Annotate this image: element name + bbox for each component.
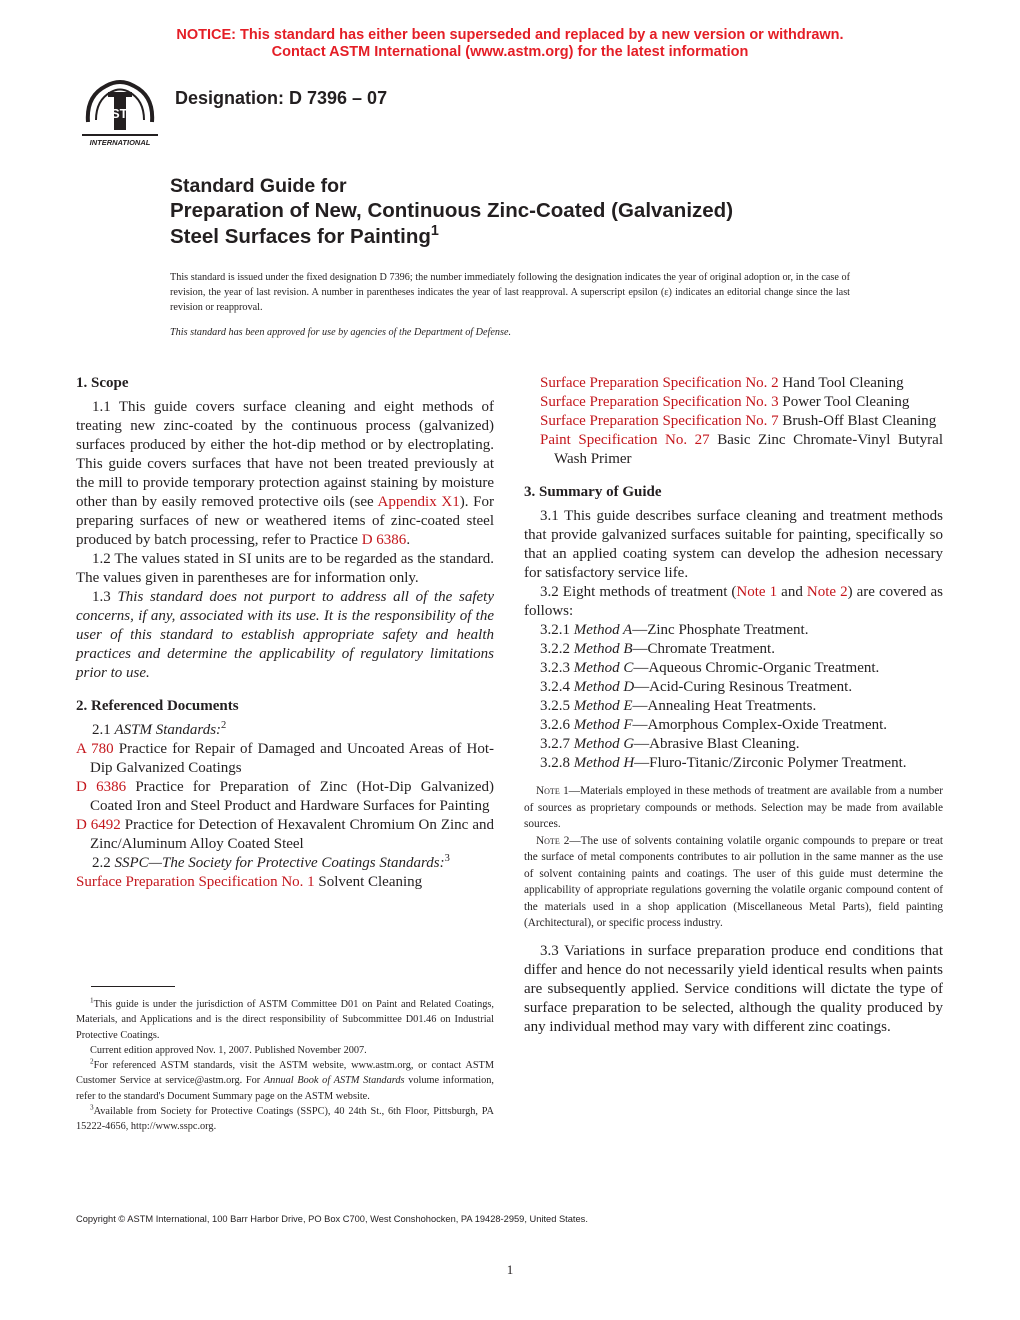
note-2: Note 2—The use of solvents containing volatile organic compounds to prepare or treat the surface of metal components contributes to air pollution in the same manner as the use of solvent containing paints and coatings. The user of this guide must determine the applicability of appropriate regulations governing the volatile organic compound content of the materials used in a shop application (Miscellaneous Metal Parts), field painting (Architectural), or specific process industry. <box>524 834 943 929</box>
method-e: 3.2.5 Method E—Annealing Heat Treatments. <box>540 698 817 714</box>
ref-d6386-link[interactable]: D 6386 <box>76 779 127 795</box>
sspc-sp1: Surface Preparation Specification No. 1 Solvent Cleaning <box>76 874 423 890</box>
para-1-1: 1.1 This guide covers surface cleaning and eight methods of treating new zinc-coated by the continuous process (galvanized) surfaces produced by either the hot-dip method or by electroplating. This guide covers surfaces that have not been treated previously at the mill to provide temporary protection against staining by moisture other than by easily removed protective oils (see Appendix X1). For preparing surfaces of new or weathered items of zinc-coated steel produced by batch processing, refer to Practice D 6386. <box>76 399 494 548</box>
method-d: 3.2.4 Method D—Acid-Curing Resinous Treatment. <box>540 679 853 695</box>
sspc-paint-27-link[interactable]: Paint Specification No. 27 <box>540 432 710 448</box>
method-a: 3.2.1 Method A—Zinc Phosphate Treatment. <box>540 622 809 638</box>
dod-statement: This standard has been approved for use by agencies of the Department of Defense. <box>170 327 512 338</box>
para-3-3: 3.3 Variations in surface preparation produce end conditions that differ and hence do not necessarily yield identical results when paints are subsequently applied. Service conditions will dictate the type of surface preparation to be selected, although the quality produced by any individual method may vary with different zinc coatings. <box>524 942 943 1035</box>
notice-banner <box>0 27 1020 61</box>
note-2-link[interactable]: Note 2 <box>806 584 848 600</box>
method-f: 3.2.6 Method F—Amorphous Complex-Oxide Treatment. <box>540 717 888 733</box>
para-2-2: 2.2 SSPC—The Society for Protective Coatings Standards:$^3$ <box>92 853 450 871</box>
appendix-x1-link[interactable]: Appendix X1 <box>377 494 460 510</box>
designation: Designation: D 7396 – 07 <box>175 88 388 108</box>
footnote-divider <box>91 986 175 987</box>
sspc-paint-27: Paint Specification No. 27 Basic Zinc Chromate-Vinyl Butyral Wash Primer <box>540 432 943 467</box>
para-1-3: 1.3 This standard does not purport to address all of the safety concerns, if any, associated with its use. It is the responsibility of the user of this standard to establish appropriate safety and health practices and determine the applicability of regulatory limitations prior to use. <box>76 589 495 681</box>
method-b: 3.2.2 Method B—Chromate Treatment. <box>540 641 775 657</box>
title-line-1: Standard Guide for <box>170 175 347 197</box>
footnote-2: $^2$For referenced ASTM standards, visit the ASTM website, www.astm.org, or contact ASTM Customer Service at service@astm.org. For Annual Book of ASTM Standards volume information, refer to the standard's Document Summary page on the ASTM website. <box>76 1057 494 1102</box>
astm-logo <box>78 74 162 150</box>
ref-a780: A 780 Practice for Repair of Damaged and Uncoated Areas of Hot-Dip Galvanized Coatings <box>76 741 494 776</box>
referenced-docs-heading: 2. Referenced Documents <box>76 698 239 714</box>
ref-d6492: D 6492 Practice for Detection of Hexavalent Chromium On Zinc and Zinc/Aluminum Alloy Coated Steel <box>76 817 494 852</box>
para-3-2: 3.2 Eight methods of treatment (Note 1 and Note 2) are covered as follows: <box>524 584 943 619</box>
method-g: 3.2.7 Method G—Abrasive Blast Cleaning. <box>540 736 800 752</box>
left-column <box>76 374 494 892</box>
note-1-link[interactable]: Note 1 <box>736 584 778 600</box>
footnote-3: $^3$Available from Society for Protective Coatings (SSPC), 40 24th St., 6th Floor, Pittsburgh, PA 15222-4656, http://www.sspc.org. <box>76 1103 494 1133</box>
method-c: 3.2.3 Method C—Aqueous Chromic-Organic Treatment. <box>540 660 880 676</box>
logo-text: ASTM <box>101 106 139 121</box>
logo-subtext: INTERNATIONAL <box>89 138 151 147</box>
para-3-1: 3.1 This guide describes surface cleaning and treatment methods that provide galvanized surfaces suitable for painting, specifically so that an applied coating system can develop the adhesion necessary for satisfactory service life. <box>524 508 943 581</box>
method-h: 3.2.8 Method H—Fluro-Titanic/Zirconic Polymer Treatment. <box>540 755 907 771</box>
notice-line-2: Contact ASTM International (www.astm.org) for the latest information <box>271 44 749 60</box>
sspc-sp7-link[interactable]: Surface Preparation Specification No. 7 <box>540 413 779 429</box>
title-line-2: Preparation of New, Continuous Zinc-Coated (Galvanized) <box>170 199 734 222</box>
right-column <box>524 374 943 1037</box>
scope-heading: 1. Scope <box>76 375 129 391</box>
copyright-line: Copyright © ASTM International, 100 Barr Harbor Drive, PO Box C700, West Conshohocken, PA 19428-2959, United States. <box>76 1214 588 1224</box>
para-1-2: 1.2 The values stated in SI units are to be regarded as the standard. The values given in parentheses are for information only. <box>76 551 494 586</box>
footnotes <box>76 997 494 1135</box>
page-number: 1 <box>506 1262 514 1277</box>
sspc-sp3: Surface Preparation Specification No. 3 Power Tool Cleaning <box>540 394 910 410</box>
issue-statement: This standard is issued under the fixed designation D 7396; the number immediately following the designation indicates the year of original adoption or, in the case of revision, the year of last revision. A number in parentheses indicates the year of last reapproval. A superscript epsilon (ε) indicates an editorial change since the last revision or reapproval. <box>170 272 850 313</box>
sspc-sp2-link[interactable]: Surface Preparation Specification No. 2 <box>540 375 779 391</box>
note-1: Note 1—Materials employed in these methods of treatment are available from a number of sources as proprietary compounds or methods. Selection may be made from available sources. <box>524 785 943 830</box>
sspc-sp7: Surface Preparation Specification No. 7 Brush-Off Blast Cleaning <box>540 413 937 429</box>
d6386-link[interactable]: D 6386 <box>361 532 407 548</box>
notice-line-1: NOTICE: This standard has either been superseded and replaced by a new version or withdrawn. <box>176 27 844 43</box>
sspc-sp3-link[interactable]: Surface Preparation Specification No. 3 <box>540 394 779 410</box>
ref-d6386: D 6386 Practice for Preparation of Zinc (Hot-Dip Galvanized) Coated Iron and Steel Product and Hardware Surfaces for Painting <box>76 779 494 814</box>
title-footnote-mark: 1 <box>430 223 439 240</box>
footnote-1: $^1$This guide is under the jurisdiction of ASTM Committee D01 on Paint and Related Coatings, Materials, and Applications and is the direct responsibility of Subcommittee D01.46 on Industrial Protective Coatings. <box>76 996 494 1041</box>
ref-d6492-link[interactable]: D 6492 <box>76 817 121 833</box>
footnote-1b: Current edition approved Nov. 1, 2007. Published November 2007. <box>90 1044 367 1056</box>
ref-a780-link[interactable]: A 780 <box>76 741 114 757</box>
sspc-sp2: Surface Preparation Specification No. 2 Hand Tool Cleaning <box>540 375 904 391</box>
sspc-sp1-link[interactable]: Surface Preparation Specification No. 1 <box>76 874 315 890</box>
para-2-1: 2.1 ASTM Standards:$^2$ <box>92 720 227 738</box>
summary-heading: 3. Summary of Guide <box>524 484 662 500</box>
title-line-3: Steel Surfaces for Painting$^1$ <box>170 223 439 248</box>
